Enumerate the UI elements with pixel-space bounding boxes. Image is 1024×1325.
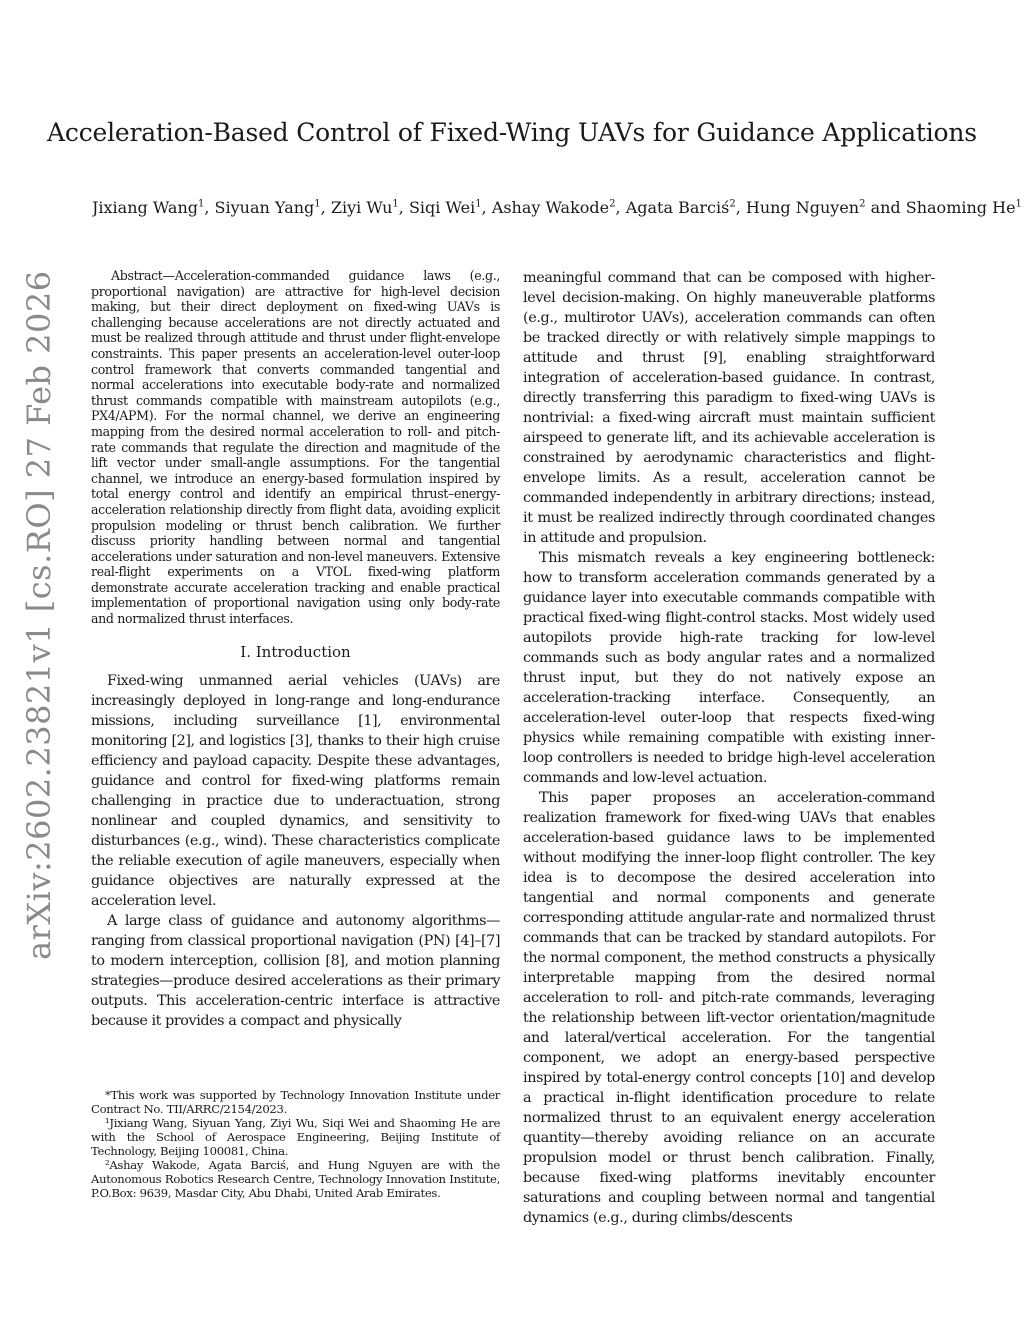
author-separator: , (320, 198, 331, 217)
footnote-affiliation-1: ¹Jixiang Wang, Siyuan Yang, Ziyi Wu, Siqi Wei and Shaoming He are with the School of Aerospace Engineering, Beijing Institute of Technology, Beijing 100081, China. (91, 1116, 500, 1158)
left-column (91, 268, 500, 1031)
section-heading-introduction: I. Introduction (240, 642, 351, 661)
author-affiliation: 1 (197, 198, 205, 210)
intro-paragraph-continuation: meaningful command that can be composed with higher-level decision-making. On highly maneuverable platforms (e.g., multirotor UAVs), acceleration commands can often be tracked directly or with relatively simple mappings to attitude and thrust [9], enabling straightforward integration of acceleration-based guidance. In contrast, directly transferring this paradigm to fixed-wing UAVs is nontrivial: a fixed-wing aircraft must maintain sufficient airspeed to generate lift, and its achievable acceleration is constrained by aerodynamic characteristics and flight-envelope limits. As a result, acceleration cannot be commanded independently in arbitrary directions; instead, it must be realized indirectly through coordinated changes in attitude and propulsion. (523, 270, 935, 546)
abstract (91, 268, 500, 627)
author-separator: , (398, 198, 409, 217)
author-separator: , (615, 198, 626, 217)
intro-paragraph: Fixed-wing unmanned aerial vehicles (UAVs) are increasingly deployed in long-range and long-endurance missions, including surveillance [1], environmental monitoring [2], and logistics [3], thanks to their high cruise efficiency and payload capacity. Despite these advantages, guidance and control for fixed-wing platforms remain challenging in practice due to underactuation, strong nonlinear and coupled dynamics, and sensitivity to disturbances (e.g., wind). These characteristics complicate the reliable execution of agile maneuvers, especially when guidance objectives are naturally expressed at the acceleration level. (91, 672, 500, 909)
author: Siyuan Yang (214, 198, 315, 217)
author-separator: , (735, 198, 746, 217)
author-separator: , (481, 198, 492, 217)
author: Ashay Wakode (491, 198, 610, 217)
author: Jixiang Wang (92, 198, 198, 217)
author-affiliation: 2 (609, 198, 616, 210)
intro-paragraph: This paper proposes an acceleration-command realization framework for fixed-wing UAVs that enables acceleration-based guidance laws to be implemented without modifying the inner-loop flight controller. The key idea is to decompose the desired acceleration into tangential and normal components and generate corresponding attitude angular-rate and normalized thrust commands that can be tracked by standard autopilots. For the normal component, the method constructs a physically interpretable mapping from the desired normal acceleration to roll- and pitch-rate commands, leveraging the relationship between lift-vector orientation/magnitude and lateral/vertical acceleration. For the tangential component, we adopt an energy-based perspective inspired by total-energy control concepts [10] and develop a practical in-flight identification procedure to relate normalized thrust to an equivalent energy acceleration quantity—thereby avoiding reliance on an accurate propulsion model or thrust bench calibration. Finally, because fixed-wing platforms inevitably encounter saturations and coupling between normal and tangential dynamics (e.g., during climbs/descents (523, 790, 935, 1226)
footnote-affiliation-2: ²Ashay Wakode, Agata Barciś, and Hung Nguyen are with the Autonomous Robotics Research Centre, Technology Innovation Institute, P.O.Box: 9639, Masdar City, Abu Dhabi, United Arab Emirates. (91, 1158, 500, 1200)
author-affiliation: 1 (475, 198, 482, 210)
author-affiliation: 1 (314, 198, 321, 210)
author: Siqi Wei (408, 198, 476, 217)
footnote-funding: *This work was supported by Technology Innovation Institute under Contract No. TII/ARRC/2154/2023. (91, 1088, 500, 1116)
author-affiliation: 1 (1015, 198, 1022, 210)
author-separator: and (865, 198, 906, 217)
intro-paragraph: This mismatch reveals a key engineering bottleneck: how to transform acceleration commands generated by a guidance layer into executable commands compatible with practical fixed-wing flight-control stacks. Most widely used autopilots provide high-rate tracking for low-level commands such as body angular rates and a normalized thrust input, but they do not natively expose an acceleration-tracking interface. Consequently, an acceleration-level outer-loop that respects fixed-wing physics while remaining compatible with existing inner-loop controllers is needed to bridge high-level acceleration commands and low-level actuation. (523, 550, 935, 786)
intro-paragraph: A large class of guidance and autonomy algorithms—ranging from classical proportional navigation (PN) [4]–[7] to modern interception, collision [8], and motion planning strategies—produce desired accelerations as their primary outputs. This acceleration-centric interface is attractive because it provides a compact and physically (91, 912, 500, 1029)
author-affiliation: 2 (729, 198, 736, 210)
author: Agata Barciś (625, 198, 730, 217)
footnotes (91, 1088, 500, 1200)
author-affiliation: 1 (392, 198, 399, 210)
author: Hung Nguyen (745, 198, 860, 217)
author-affiliation: 2 (859, 198, 866, 210)
author: Shaoming He (905, 198, 1016, 217)
author: Ziyi Wu (330, 198, 393, 217)
author-separator: , (204, 198, 215, 217)
paper-title: Acceleration-Based Control of Fixed-Wing UAVs for Guidance Applications (47, 118, 977, 147)
author-list (92, 198, 1024, 217)
arxiv-identifier-stamp: arXiv:2602.23821v1 [cs.RO] 27 Feb 2026 (20, 270, 58, 960)
abstract-label: Abstract— (111, 268, 175, 283)
right-column (523, 268, 935, 1228)
abstract-text: Acceleration-commanded guidance laws (e.g., proportional navigation) are attractive for high-level decision making, but their direct deployment on fixed-wing UAVs is challenging because accelerations are not directly actuated and must be realized through attitude and thrust under flight-envelope constraints. This paper presents an acceleration-level outer-loop control framework that converts commanded tangential and normal accelerations into executable body-rate and normalized thrust commands compatible with mainstream autopilots (e.g., PX4/APM). For the normal channel, we derive an engineering mapping from the desired normal acceleration to roll- and pitch-rate commands that regulate the direction and magnitude of the lift vector under small-angle assumptions. For the tangential channel, we introduce an energy-based formulation inspired by total energy control and identify an empirical thrust–energy-acceleration relationship directly from flight data, avoiding explicit propulsion modeling or thrust bench calibration. We further discuss priority handling between normal and tangential accelerations under saturation and non-level maneuvers. Extensive real-flight experiments on a VTOL fixed-wing platform demonstrate accurate acceleration tracking and enable practical implementation of proportional navigation using only body-rate and normalized thrust interfaces. (91, 268, 500, 627)
